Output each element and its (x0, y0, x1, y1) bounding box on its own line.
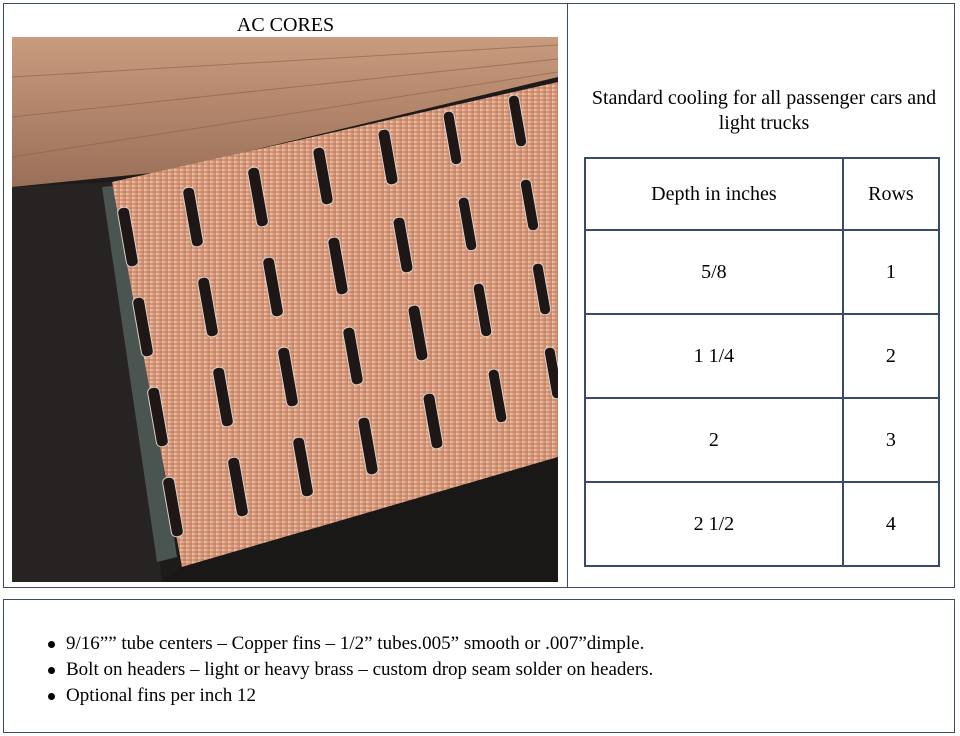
depth-cell: 2 (585, 398, 843, 482)
list-item (44, 657, 653, 683)
table-header-row (585, 158, 939, 230)
rows-cell: 1 (843, 230, 939, 314)
table-row (585, 482, 939, 566)
rows-cell: 3 (843, 398, 939, 482)
list-item (44, 683, 653, 709)
photo-title: AC CORES (236, 14, 335, 36)
depth-rows-table (584, 157, 940, 567)
header-rows: Rows (843, 158, 939, 230)
table-row (585, 230, 939, 314)
rows-cell: 4 (843, 482, 939, 566)
feature-text: Optional fins per inch 12 (66, 685, 256, 706)
feature-text: 9/16”” tube centers – Copper fins – 1/2” tubes.005” smooth or .007”dimple. (66, 633, 645, 654)
features-list (44, 631, 653, 709)
list-item (44, 631, 653, 657)
depth-cell: 2 1/2 (585, 482, 843, 566)
depth-cell: 5/8 (585, 230, 843, 314)
features-panel (3, 599, 955, 733)
depth-cell: 1 1/4 (585, 314, 843, 398)
panel-divider (567, 4, 568, 587)
rows-cell: 2 (843, 314, 939, 398)
table-row (585, 314, 939, 398)
bullet-icon (48, 667, 55, 674)
table-row (585, 398, 939, 482)
cooling-description: Standard cooling for all passenger cars and light trucks (591, 87, 937, 134)
feature-text: Bolt on headers – light or heavy brass – custom drop seam solder on headers. (66, 659, 654, 680)
copper-core-illustration (12, 37, 558, 582)
bullet-icon (48, 641, 55, 648)
bullet-icon (48, 693, 55, 700)
header-depth: Depth in inches (585, 158, 843, 230)
top-panel (3, 3, 955, 588)
ac-core-photo (12, 37, 558, 582)
